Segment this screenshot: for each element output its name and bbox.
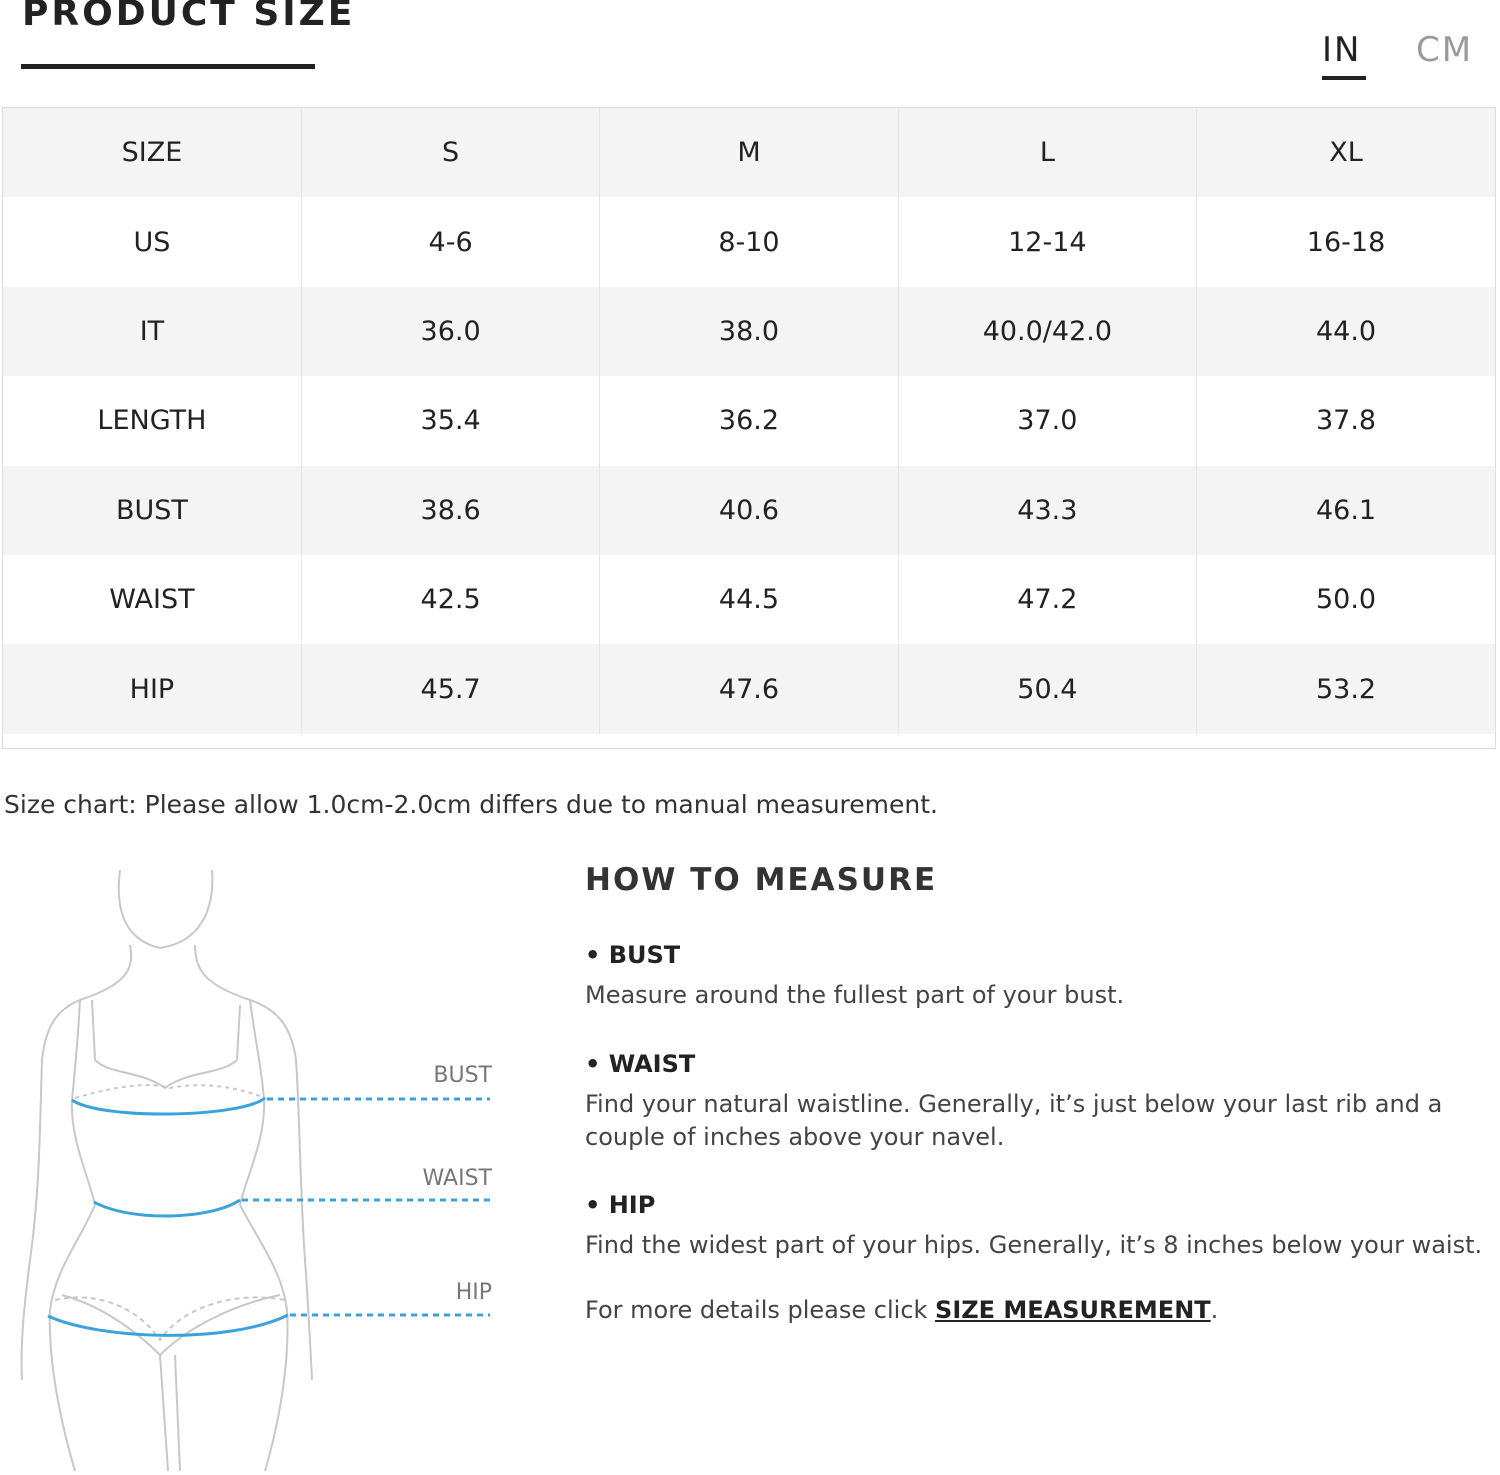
more-details-prefix: For more details please click [585,1296,936,1324]
table-row [3,644,1495,733]
table-cell: 35.4 [301,376,599,465]
size-table [2,107,1496,749]
table-cell: 36.0 [301,287,599,376]
row-label-cell: IT [3,287,301,376]
waist-label: WAIST [422,1166,492,1191]
table-header-row [3,108,1495,197]
table-cell: 47.2 [898,555,1196,644]
row-label-cell: HIP [3,644,301,733]
table-cell: 8-10 [600,197,898,286]
hip-label: HIP [455,1280,492,1305]
table-row [3,376,1495,465]
waist-description: Find your natural waistline. Generally, it’s just below your last rib and a couple of inches above your navel. [585,1090,1443,1151]
row-label-cell: LENGTH [3,376,301,465]
row-label-cell: US [3,197,301,286]
table-cell: 44.5 [600,555,898,644]
unit-tab-cm[interactable]: CM [1416,30,1474,70]
table-cell: 50.0 [1197,555,1495,644]
bust-heading: • BUST [585,941,681,969]
table-cell: 16-18 [1197,197,1495,286]
table-cell: 53.2 [1197,644,1495,733]
size-chart-note: Size chart: Please allow 1.0cm-2.0cm differs due to manual measurement. [4,790,938,819]
table-row [3,555,1495,644]
unit-tab-in[interactable]: IN [1322,30,1362,70]
hip-description: Find the widest part of your hips. Generally, it’s 8 inches below your waist. [585,1231,1483,1259]
table-row [3,287,1495,376]
table-cell: 38.0 [600,287,898,376]
size-measurement-link[interactable]: SIZE MEASUREMENT [935,1296,1211,1324]
more-details-line [585,1294,1485,1327]
table-cell: 50.4 [898,644,1196,733]
how-to-measure-title: HOW TO MEASURE [585,862,938,898]
table-cell: 40.0/42.0 [898,287,1196,376]
bust-label: BUST [433,1063,492,1088]
table-cell: 43.3 [898,466,1196,555]
table-cell: 40.6 [600,466,898,555]
body-outline-illustration [0,860,520,1471]
more-details-suffix: . [1210,1296,1219,1324]
table-cell: 37.8 [1197,376,1495,465]
table-cell: 46.1 [1197,466,1495,555]
waist-heading: • WAIST [585,1050,696,1078]
table-cell: 36.2 [600,376,898,465]
body-measurement-figure [0,860,520,1471]
table-row [3,197,1495,286]
table-cell: 42.5 [301,555,599,644]
row-label-cell: BUST [3,466,301,555]
table-row [3,466,1495,555]
table-cell: 37.0 [898,376,1196,465]
hip-heading: • HIP [585,1191,656,1219]
title-underline [21,64,315,69]
bust-description: Measure around the fullest part of your bust. [585,981,1125,1009]
table-cell: 38.6 [301,466,599,555]
table-header-cell: SIZE [3,108,301,197]
page-title: PRODUCT SIZE [22,0,356,34]
table-header-cell: M [600,108,898,197]
table-cell: 12-14 [898,197,1196,286]
row-label-cell: WAIST [3,555,301,644]
table-cell: 47.6 [600,644,898,733]
table-header-cell: XL [1197,108,1495,197]
table-cell: 44.0 [1197,287,1495,376]
active-tab-indicator [1322,76,1366,80]
table-cell: 4-6 [301,197,599,286]
table-header-cell: L [898,108,1196,197]
table-header-cell: S [301,108,599,197]
table-cell: 45.7 [301,644,599,733]
